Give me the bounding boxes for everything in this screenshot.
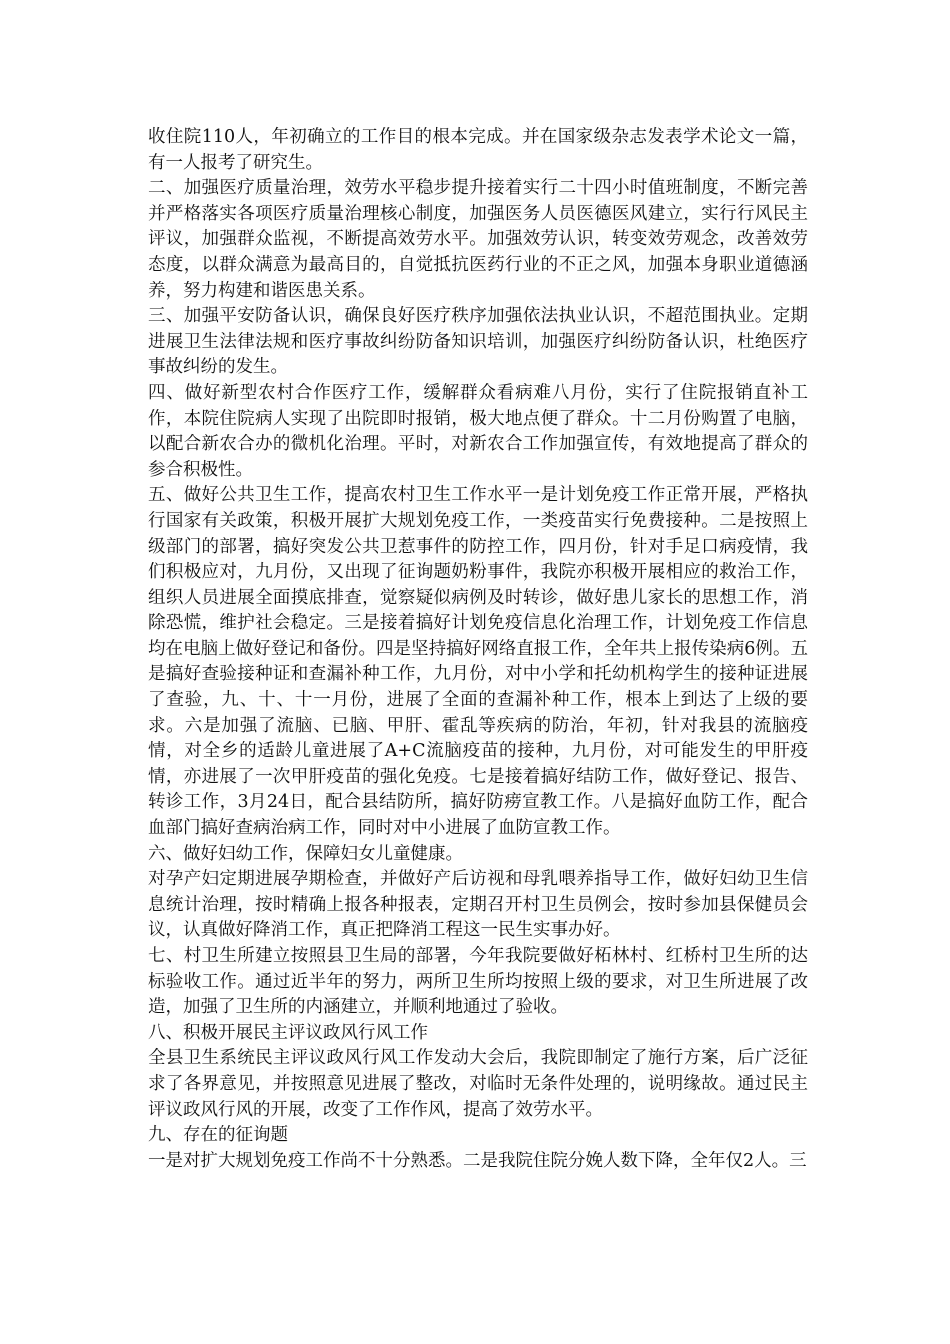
paragraph-2: 二、加强医疗质量治理，效劳水平稳步提升接着实行二十四小时值班制度，不断完善并严格落实各项医疗质量治理核心制度，加强医务人员医德医风建立，实行行风民主评议，加强群众监视，不断提高效劳水平。加强效劳认识，转变效劳观念，改善效劳态度，以群众满意为最高目的，自觉抵抗医药行业的不正之风，加强本身职业道德涵养，努力构建和谐医患关系。 (148, 178, 808, 301)
document-body (148, 125, 808, 1174)
paragraph-5: 五、做好公共卫生工作，提高农村卫生工作水平一是计划免疫工作正常开展，严格执行国家有关政策，积极开展扩大规划免疫工作，一类疫苗实行免费接种。二是按照上级部门的部署，搞好突发公共卫惹事件的防控工作，四月份，针对手足口病疫情，我们积极应对，九月份，又出现了征询题奶粉事件，我院亦积极开展相应的救治工作，组织人员进展全面摸底排查，觉察疑似病例及时转诊，做好患儿家长的思想工作，消除恐慌，维护社会稳定。三是接着搞好计划免疫信息化治理工作，计划免疫工作信息均在电脑上做好登记和备份。四是坚持搞好网络直报工作，全年共上报传染病6例。五是搞好查验接种证和查漏补种工作，九月份，对中小学和托幼机构学生的接种证进展了查验，九、十、十一月份，进展了全面的查漏补种工作，根本上到达了上级的要求。六是加强了流脑、已脑、甲肝、霍乱等疾病的防治，年初，针对我县的流脑疫情，对全乡的适龄儿童进展了A+C流脑疫苗的接种，九月份，对可能发生的甲肝疫情，亦进展了一次甲肝疫苗的强化免疫。七是接着搞好结防工作，做好登记、报告、转诊工作，3月24日，配合县结防所，搞好防痨宣教工作。八是搞好血防工作，配合血部门搞好查病治病工作，同时对中小进展了血防宣教工作。 (148, 485, 808, 839)
paragraph-4: 四、做好新型农村合作医疗工作，缓解群众看病难八月份，实行了住院报销直补工作，本院住院病人实现了出院即时报销，极大地点便了群众。十二月份购置了电脑，以配合新农合办的微机化治理。平时，对新农合工作加强宣传，有效地提高了群众的参合积极性。 (148, 382, 808, 480)
paragraph-9: 八、积极开展民主评议政风行风工作 (148, 1022, 428, 1043)
paragraph-3: 三、加强平安防备认识，确保良好医疗秩序加强依法执业认识，不超范围执业。定期进展卫生法律法规和医疗事故纠纷防备知识培训，加强医疗纠纷防备认识，杜绝医疗事故纠纷的发生。 (148, 306, 808, 378)
paragraph-6: 六、做好妇幼工作，保障妇女儿童健康。 (148, 843, 463, 864)
paragraph-11: 九、存在的征询题 (148, 1125, 288, 1146)
paragraph-10: 全县卫生系统民主评议政风行风工作发动大会后，我院即制定了施行方案，后广泛征求了各界意见，并按照意见进展了整改，对临时无条件处理的，说明缘故。通过民主评议政风行风的开展，改变了工作作风，提高了效劳水平。 (148, 1048, 808, 1120)
paragraph-7: 对孕产妇定期进展孕期检查，并做好产后访视和母乳喂养指导工作，做好妇幼卫生信息统计治理，按时精确上报各种报表，定期召开村卫生员例会，按时参加县保健员会议，认真做好降消工作，真正把降消工程这一民生实事办好。 (148, 869, 808, 941)
paragraph-8: 七、村卫生所建立按照县卫生局的部署，今年我院要做好柘林村、红桥村卫生所的达标验收工作。通过近半年的努力，两所卫生所均按照上级的要求，对卫生所进展了改造，加强了卫生所的内涵建立，并顺利地通过了验收。 (148, 946, 808, 1018)
paragraph-12: 一是对扩大规划免疫工作尚不十分熟悉。二是我院住院分娩人数下降，全年仅2人。三 (148, 1150, 807, 1171)
paragraph-1: 收住院110人，年初确立的工作目的根本完成。并在国家级杂志发表学术论文一篇，有一人报考了研究生。 (148, 127, 808, 173)
